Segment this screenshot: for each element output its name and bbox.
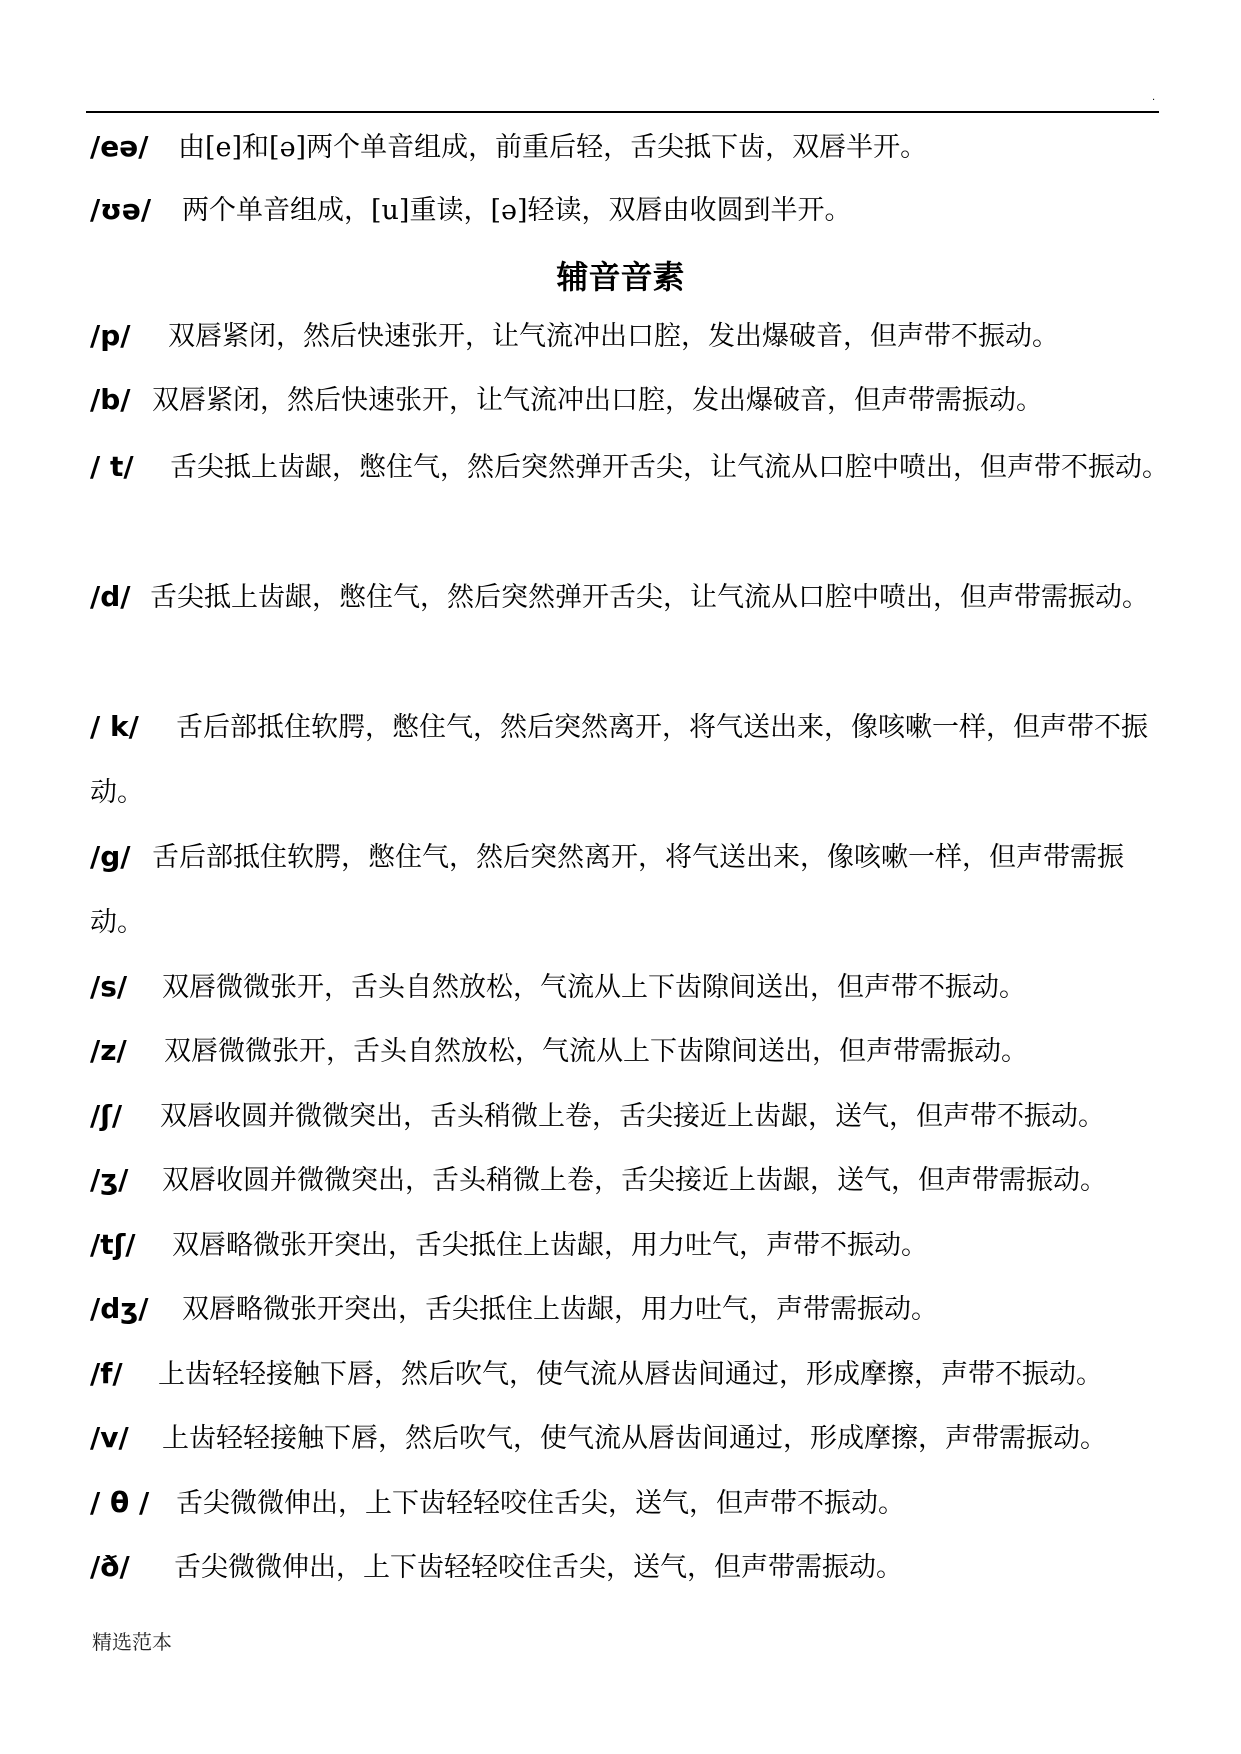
phoneme-description: 双唇略微张开突出，舌尖抵住上齿龈，用力吐气，声带不振动。: [172, 1230, 928, 1261]
phoneme-entry-t: [90, 434, 1170, 500]
phoneme-description: 舌后部抵住软腭，憋住气，然后突然离开，将气送出来，像咳嗽一样，但声带需振动。: [90, 842, 1124, 938]
phoneme-entry-d: [90, 564, 1170, 630]
phoneme-entry-s: [90, 956, 1180, 1019]
phoneme-symbol: /tʃ/: [90, 1228, 136, 1261]
phoneme-symbol: /ʃ/: [90, 1099, 123, 1132]
phoneme-symbol: /ʒ/: [90, 1163, 129, 1196]
phoneme-symbol: /g/: [90, 840, 131, 873]
phoneme-entry-b: [90, 369, 1180, 432]
phoneme-entry-ea: [90, 116, 1180, 179]
phoneme-entry-tsh: [90, 1214, 1180, 1277]
phoneme-description: 上齿轻轻接触下唇，然后吹气，使气流从唇齿间通过，形成摩擦，声带不振动。: [158, 1359, 1103, 1390]
phoneme-description: 双唇紧闭，然后快速张开，让气流冲出口腔，发出爆破音，但声带需振动。: [152, 385, 1043, 416]
phoneme-entry-p: [90, 305, 1180, 368]
phoneme-description: 双唇略微张开突出，舌尖抵住上齿龈，用力吐气，声带需振动。: [182, 1294, 938, 1325]
phoneme-entry-f: [90, 1343, 1180, 1406]
phoneme-entry-g: [90, 824, 1170, 955]
phoneme-description: 舌尖微微伸出，上下齿轻轻咬住舌尖，送气，但声带需振动。: [174, 1552, 903, 1583]
phoneme-description: 舌后部抵住软腭，憋住气，然后突然离开，将气送出来，像咳嗽一样，但声带不振动。: [90, 712, 1148, 808]
phoneme-symbol: / k/: [90, 710, 139, 743]
phoneme-symbol: /f/: [90, 1357, 123, 1390]
phoneme-symbol: /ð/: [90, 1550, 130, 1583]
phoneme-description: 双唇收圆并微微突出，舌头稍微上卷，舌尖接近上齿龈，送气，但声带需振动。: [162, 1165, 1107, 1196]
phoneme-symbol: / θ /: [90, 1486, 150, 1519]
phoneme-entry-k: [90, 694, 1170, 825]
phoneme-description: 双唇紧闭，然后快速张开，让气流冲出口腔，发出爆破音，但声带不振动。: [168, 321, 1059, 352]
phoneme-entry-dzh: [90, 1278, 1180, 1341]
phoneme-description: 由[e]和[ə]两个单音组成，前重后轻，舌尖抵下齿，双唇半开。: [178, 132, 928, 163]
phoneme-description: 两个单音组成，[u]重读，[ə]轻读，双唇由收圆到半开。: [182, 195, 852, 226]
phoneme-description: 舌尖抵上齿龈，憋住气，然后突然弹开舌尖，让气流从口腔中喷出，但声带不振动。: [170, 452, 1169, 483]
phoneme-description: 舌尖抵上齿龈，憋住气，然后突然弹开舌尖，让气流从口腔中喷出，但声带需振动。: [150, 582, 1149, 613]
phoneme-symbol: /dʒ/: [90, 1292, 149, 1325]
phoneme-symbol: /d/: [90, 580, 131, 613]
phoneme-symbol: /eə/: [90, 130, 149, 163]
phoneme-symbol: / t/: [90, 450, 134, 483]
phoneme-symbol: /p/: [90, 319, 131, 352]
phoneme-entry-v: [90, 1407, 1180, 1470]
phoneme-symbol: /b/: [90, 383, 131, 416]
phoneme-description: 舌尖微微伸出，上下齿轻轻咬住舌尖，送气，但声带不振动。: [176, 1488, 905, 1519]
phoneme-description: 双唇微微张开，舌头自然放松，气流从上下齿隙间送出，但声带需振动。: [164, 1036, 1028, 1067]
phoneme-entry-theta: [90, 1472, 1180, 1535]
phoneme-description: 双唇微微张开，舌头自然放松，气流从上下齿隙间送出，但声带不振动。: [162, 972, 1026, 1003]
phoneme-symbol: /ʊə/: [90, 193, 152, 226]
phoneme-entry-sh: [90, 1085, 1180, 1148]
phoneme-symbol: /v/: [90, 1421, 129, 1454]
section-heading: 辅音音素: [556, 258, 685, 296]
phoneme-description: 上齿轻轻接触下唇，然后吹气，使气流从唇齿间通过，形成摩擦，声带需振动。: [162, 1423, 1107, 1454]
footer-label: 精选范本: [92, 1630, 172, 1654]
phoneme-description: 双唇收圆并微微突出，舌头稍微上卷，舌尖接近上齿龈，送气，但声带不振动。: [160, 1101, 1105, 1132]
header-dot: .: [1152, 92, 1156, 103]
phoneme-entry-ua: [90, 179, 1180, 242]
phoneme-symbol: /z/: [90, 1034, 127, 1067]
phoneme-symbol: /s/: [90, 970, 128, 1003]
phoneme-entry-zh: [90, 1149, 1180, 1212]
phoneme-entry-eth: [90, 1536, 1180, 1599]
header-rule: [86, 111, 1159, 113]
phoneme-entry-z: [90, 1020, 1180, 1083]
